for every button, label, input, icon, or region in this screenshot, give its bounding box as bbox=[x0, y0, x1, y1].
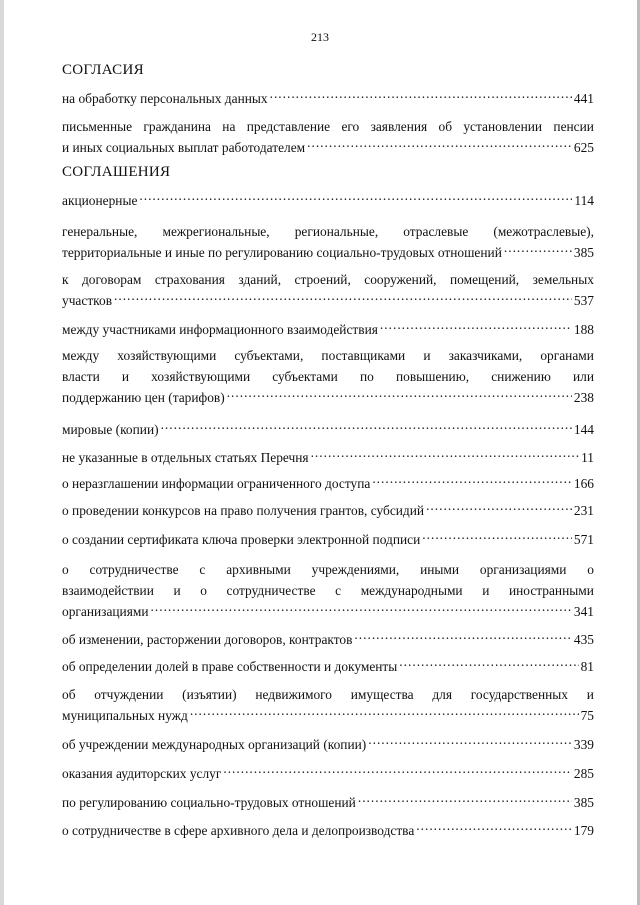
page-reference: 188 bbox=[573, 322, 594, 337]
section-heading: СОГЛАСИЯ bbox=[62, 62, 144, 78]
entry-line bbox=[62, 529, 594, 550]
entry-line bbox=[62, 473, 594, 494]
entry-text: между участниками информационного взаимодействия bbox=[62, 322, 378, 337]
entry-text: акционерные bbox=[62, 193, 138, 208]
dot-leader bbox=[426, 501, 572, 515]
page-reference: 231 bbox=[573, 503, 594, 518]
page-reference: 285 bbox=[573, 766, 594, 781]
page-reference: 385 bbox=[573, 795, 594, 810]
entry-text: об учреждении международных организаций (копии) bbox=[62, 737, 367, 752]
dot-leader bbox=[368, 735, 572, 749]
dot-leader bbox=[416, 821, 572, 835]
entry-text: о проведении конкурсов на право получения грантов, субсидий bbox=[62, 503, 425, 518]
entry-line bbox=[62, 705, 594, 726]
index-entry bbox=[62, 734, 594, 755]
index-entry bbox=[62, 269, 594, 311]
entry-text: о неразглашении информации ограниченного доступа bbox=[62, 476, 371, 491]
page-reference: 179 bbox=[573, 823, 594, 838]
page-reference: 144 bbox=[573, 422, 594, 437]
entry-line bbox=[62, 319, 594, 340]
page-reference: 81 bbox=[580, 659, 594, 674]
entry-text: муниципальных нужд bbox=[62, 708, 188, 723]
entry-line bbox=[62, 290, 594, 311]
index-entry bbox=[62, 190, 594, 211]
section-heading: СОГЛАШЕНИЯ bbox=[62, 164, 171, 180]
dot-leader bbox=[190, 706, 579, 720]
page-reference: 571 bbox=[573, 532, 594, 547]
entry-line bbox=[62, 137, 594, 158]
index-entry bbox=[62, 345, 594, 408]
page-reference: 435 bbox=[573, 632, 594, 647]
page-reference: 441 bbox=[573, 91, 594, 106]
dot-leader bbox=[161, 420, 572, 434]
entry-line bbox=[62, 763, 594, 784]
entry-line bbox=[62, 419, 594, 440]
entry-line bbox=[62, 500, 594, 521]
entry-line bbox=[62, 88, 594, 109]
page-reference: 385 bbox=[573, 245, 594, 260]
entry-text: о сотрудничестве в сфере архивного дела и делопроизводства bbox=[62, 823, 415, 838]
index-entry bbox=[62, 419, 594, 440]
entry-line bbox=[62, 629, 594, 650]
entry-text: оказания аудиторских услуг bbox=[62, 766, 222, 781]
dot-leader bbox=[227, 388, 572, 402]
entry-line bbox=[62, 656, 594, 677]
entry-line: об отчуждении (изъятии) недвижимого имущества для государственных и bbox=[62, 687, 594, 702]
index-entry bbox=[62, 529, 594, 550]
entry-line bbox=[62, 447, 594, 468]
index-entry bbox=[62, 473, 594, 494]
entry-text: мировые (копии) bbox=[62, 422, 159, 437]
page-reference: 75 bbox=[580, 708, 594, 723]
entry-line: генеральные, межрегиональные, региональные, отраслевые (межотраслевые), bbox=[62, 224, 594, 239]
index-entry bbox=[62, 88, 594, 109]
entry-text: участков bbox=[62, 293, 113, 308]
entry-text: на обработку персональных данных bbox=[62, 91, 268, 106]
index-entry bbox=[62, 447, 594, 468]
entry-line: между хозяйствующими субъектами, поставщиками и заказчиками, органами bbox=[62, 348, 594, 363]
dot-leader bbox=[372, 474, 572, 488]
index-entry bbox=[62, 656, 594, 677]
entry-line bbox=[62, 387, 594, 408]
entry-line: взаимодействии и о сотрудничестве с международными и иностранными bbox=[62, 583, 594, 598]
index-entry bbox=[62, 221, 594, 263]
entry-text: поддержанию цен (тарифов) bbox=[62, 390, 225, 405]
entry-text: организациями bbox=[62, 604, 149, 619]
dot-leader bbox=[311, 448, 580, 462]
scan-left-edge bbox=[0, 0, 4, 905]
page-reference: 166 bbox=[573, 476, 594, 491]
entry-line bbox=[62, 820, 594, 841]
dot-leader bbox=[354, 630, 571, 644]
entry-text: и иных социальных выплат работодателем bbox=[62, 140, 306, 155]
page-number: 213 bbox=[311, 30, 329, 44]
page-reference: 11 bbox=[581, 450, 594, 465]
entry-line bbox=[62, 190, 594, 211]
page-reference: 625 bbox=[573, 140, 594, 155]
index-entry bbox=[62, 116, 594, 158]
dot-leader bbox=[223, 764, 572, 778]
dot-leader bbox=[358, 793, 572, 807]
index-entry bbox=[62, 792, 594, 813]
dot-leader bbox=[151, 602, 572, 616]
index-entry bbox=[62, 559, 594, 622]
dot-leader bbox=[270, 89, 572, 103]
index-entry bbox=[62, 820, 594, 841]
entry-line bbox=[62, 792, 594, 813]
dot-leader bbox=[504, 243, 572, 257]
dot-leader bbox=[114, 291, 572, 305]
entry-line: письменные гражданина на представление его заявления об установлении пенсии bbox=[62, 119, 594, 134]
entry-line: власти и хозяйствующими субъектами по повышению, снижению или bbox=[62, 369, 594, 384]
entry-line bbox=[62, 734, 594, 755]
page-reference: 114 bbox=[574, 193, 594, 208]
index-entry bbox=[62, 684, 594, 726]
dot-leader bbox=[399, 657, 578, 671]
entry-text: о создании сертификата ключа проверки электронной подписи bbox=[62, 532, 421, 547]
page-reference: 339 bbox=[573, 737, 594, 752]
dot-leader bbox=[380, 320, 572, 334]
entry-line bbox=[62, 601, 594, 622]
index-entry bbox=[62, 629, 594, 650]
index-entry bbox=[62, 500, 594, 521]
entry-line: о сотрудничестве с архивными учреждениями, иными организациями о bbox=[62, 562, 594, 577]
entry-text: не указанные в отдельных статьях Перечня bbox=[62, 450, 309, 465]
entry-text: об определении долей в праве собственности и документы bbox=[62, 659, 398, 674]
index-entry bbox=[62, 319, 594, 340]
entry-text: по регулированию социально-трудовых отношений bbox=[62, 795, 356, 810]
entry-line bbox=[62, 242, 594, 263]
dot-leader bbox=[422, 530, 572, 544]
page-reference: 537 bbox=[573, 293, 594, 308]
page-reference: 238 bbox=[573, 390, 594, 405]
entry-text: территориальные и иные по регулированию социально-трудовых отношений bbox=[62, 245, 502, 260]
index-entry bbox=[62, 763, 594, 784]
entry-line: к договорам страхования зданий, строений, сооружений, помещений, земельных bbox=[62, 272, 594, 287]
dot-leader bbox=[139, 191, 572, 205]
entry-text: об изменении, расторжении договоров, контрактов bbox=[62, 632, 353, 647]
page-reference: 341 bbox=[573, 604, 594, 619]
dot-leader bbox=[307, 138, 572, 152]
